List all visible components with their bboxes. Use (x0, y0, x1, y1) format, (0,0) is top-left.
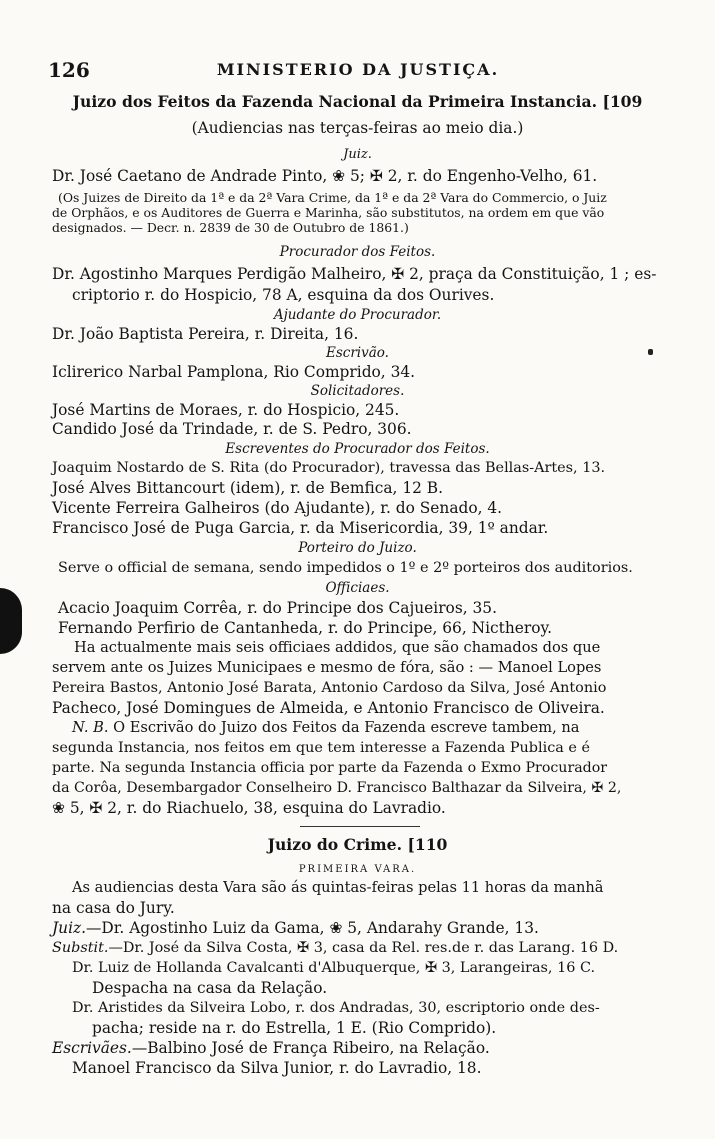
crime-substituto-entry: Substit.—Dr. José da Silva Costa, ✠ 3, casa da Rel. res.de r. das Larang. 16 D. (52, 940, 619, 956)
escrivao-entry: Iclirerico Narbal Pamplona, Rio Comprido, 34. (52, 363, 416, 381)
crime-audiencias-line-1: As audiencias desta Vara são ás quintas-feiras pelas 11 horas da manhã (72, 879, 604, 896)
escrevente-entry: Vicente Ferreira Galheiros (do Ajudante), r. do Senado, 4. (52, 499, 503, 517)
crime-audiencias-line-2: na casa do Jury. (52, 899, 175, 917)
substituto-label: Substit. (52, 940, 109, 956)
crime-juiz-entry: Juiz.—Dr. Agostinho Luiz da Gama, ❀ 5, Andarahy Grande, 13. (52, 919, 539, 937)
rose-order-icon: ❀ (329, 919, 343, 937)
crime-escrivao-entry: Manoel Francisco da Silva Junior, r. do Lavradio, 18. (72, 1059, 482, 1077)
cross-order-icon: ✠ (369, 167, 383, 185)
juiz-entry: Dr. José Caetano de Andrade Pinto, ❀ 5; ✠ 2, r. do Engenho-Velho, 61. (52, 167, 598, 185)
nb-label: N. B. (72, 719, 109, 736)
procurador-entry: Dr. Agostinho Marques Perdigão Malheiro, ✠ 2, praça da Constituição, 1 ; es- (52, 265, 657, 283)
crime-substituto-entry: Dr. Aristides da Silveira Lobo, r. dos Andradas, 30, escriptorio onde des- (72, 1000, 600, 1016)
section-divider (300, 826, 420, 827)
solicitador-entry: Candido José da Trindade, r. de S. Pedro, 306. (52, 420, 412, 438)
escrivaes-label: Escrivães. (52, 1039, 132, 1057)
escrivao-label: Escrivão. (326, 345, 389, 361)
procurador-label: Procurador dos Feitos. (279, 244, 436, 260)
official-entry: Fernando Perfirio de Cantanheda, r. do Principe, 66, Nictheroy. (58, 619, 553, 637)
escrevente-entry: Francisco José de Puga Garcia, r. da Misericordia, 39, 1º andar. (52, 519, 549, 537)
page-number: 126 (48, 58, 90, 82)
nb-line-3: parte. Na segunda Instancia officia por parte da Fazenda o Exmo Procurador (52, 760, 608, 776)
addidos-line-3: Pereira Bastos, Antonio José Barata, Antonio Cardoso da Silva, José Antonio (52, 680, 607, 696)
cross-order-icon: ✠ (391, 265, 405, 283)
ajudante-label: Ajudante do Procurador. (273, 307, 442, 323)
porteiro-entry: Serve o official de semana, sendo impedidos o 1º e 2º porteiros dos auditorios. (58, 560, 633, 576)
primeira-vara-subtitle: PRIMEIRA VARA. (298, 864, 417, 875)
procurador-entry-line-2: criptorio r. do Hospicio, 78 A, esquina da dos Ourives. (72, 286, 495, 304)
crime-substituto-line-2: pacha; reside na r. do Estrella, 1 E. (Rio Comprido). (92, 1019, 497, 1037)
rose-order-icon: ❀ (52, 799, 65, 817)
addidos-line-2: servem ante os Juizes Municipaes e mesmo de fóra, são : — Manoel Lopes (52, 659, 602, 676)
nb-line-5: ❀ 5, ✠ 2, r. do Riachuelo, 38, esquina do Lavradio. (52, 799, 446, 817)
crime-substituto-line-2: Despacha na casa da Relação. (92, 979, 328, 997)
addidos-line-1: Ha actualmente mais seis officiaes addidos, que são chamados dos que (74, 639, 601, 656)
nb-line-4: da Corôa, Desembargador Conselheiro D. Francisco Balthazar da Silveira, ✠ 2, (52, 780, 622, 796)
crime-substituto-entry: Dr. Luiz de Hollanda Cavalcanti d'Albuquerque, ✠ 3, Larangeiras, 16 C. (72, 960, 596, 976)
rose-order-icon: ❀ (332, 167, 346, 185)
official-entry: Acacio Joaquim Corrêa, r. do Principe dos Cajueiros, 35. (58, 599, 497, 617)
cross-order-icon: ✠ (591, 780, 604, 796)
escreventes-label: Escreventes do Procurador dos Feitos. (225, 441, 490, 457)
porteiro-label: Porteiro do Juizo. (298, 540, 417, 556)
note-line-3: designados. — Decr. n. 2839 de 30 de Outubro de 1861.) (52, 220, 409, 235)
juiz-label: Juiz. (343, 147, 372, 162)
note-line-1: (Os Juizes de Direito da 1ª e da 2ª Vara Crime, da 1ª e da 2ª Vara do Commercio, o Juiz (58, 190, 607, 205)
officiaes-label: Officiaes. (325, 580, 390, 596)
solicitador-entry: José Martins de Moraes, r. do Hospicio, 245. (52, 401, 400, 419)
cross-order-icon: ✠ (89, 799, 103, 817)
solicitadores-label: Solicitadores. (310, 383, 405, 399)
section-title-feitos: Juizo dos Feitos da Fazenda Nacional da Primeira Instancia. [109 (72, 92, 643, 111)
crime-escrivao-entry: Escrivães.—Balbino José de França Ribeiro, na Relação. (52, 1039, 490, 1057)
crime-juiz-label: Juiz. (52, 919, 87, 937)
cross-order-icon: ✠ (297, 940, 310, 956)
escrevente-entry: Joaquim Nostardo de S. Rita (do Procurador), travessa das Bellas-Artes, 13. (52, 460, 606, 476)
nb-line-2: segunda Instancia, nos feitos em que tem interesse a Fazenda Publica e é (52, 740, 591, 756)
nb-line-1: N. B. O Escrivão do Juizo dos Feitos da Fazenda escreve tambem, na (72, 719, 580, 736)
running-title: MINISTERIO DA JUSTIÇA. (216, 60, 500, 79)
page-header (48, 58, 668, 84)
note-line-2: de Orphãos, e os Auditores de Guerra e Marinha, são substitutos, na ordem em que vão (52, 205, 605, 220)
ajudante-entry: Dr. João Baptista Pereira, r. Direita, 16. (52, 325, 359, 343)
cross-order-icon: ✠ (424, 960, 438, 976)
section-title-crime: Juizo do Crime. [110 (267, 835, 448, 854)
escrevente-entry: José Alves Bittancourt (idem), r. de Bemfica, 12 B. (52, 479, 443, 497)
addidos-line-4: Pacheco, José Domingues de Almeida, e Antonio Francisco de Oliveira. (52, 699, 605, 717)
audiencias-schedule: (Audiencias nas terças-feiras ao meio dia.) (191, 119, 524, 137)
